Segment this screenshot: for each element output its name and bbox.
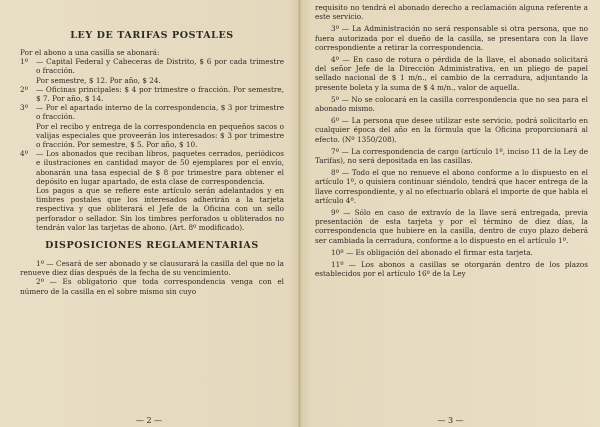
item-number: 4º (20, 149, 29, 159)
page-number: — 2 — (135, 416, 163, 425)
rule-number: 6º (331, 116, 340, 126)
rule-text: La correspondencia de cargo (artículo 1º, inciso 11 de la Ley de Tarifas), no será depositada en las casillas. (315, 146, 588, 166)
rule-text: — Es obligatorio que toda correspondencia venga con el número de la casilla en el sobre mismo sin cuyo (20, 277, 284, 296)
page-title: LEY DE TARIFAS POSTALES (70, 30, 234, 41)
item-number: 2º (20, 84, 29, 94)
rule-number: 2º (36, 277, 45, 287)
page-right (301, 0, 600, 427)
rule-paragraph: 9º — Sólo en caso de extravío de la llave será entregada, previa presentación de esta tarjeta y por el término de diez días, la correspondencia que hubiere en la casilla, dentro de cuyo plazo deberá ser cambiada la cerradura, conforme a lo dispuesto en el artículo 1º. (315, 208, 588, 245)
rule-text: La persona que desee utilizar este servicio, podrá solicitarlo en cualquier época del año en la fórmula que la Oficina proporcionará al efecto. (Nº 1350/208). (315, 116, 589, 144)
rule-paragraph: 10º — Es obligación del abonado el firmar esta tarjeta. (331, 247, 533, 257)
item-text: — Los abonados que reciban libros, paquetes cerrados, periódicos e ilustraciones en cantidad mayor de 50 ejemplares por el envío, abonarán una tasa especial de $ 8 por trimestre para obtener el depósito en lugar apartado, de esta clase de correspondencia. (36, 149, 284, 186)
rule-paragraph: 3º — La Administración no será responsable si otra persona, que no fuera autorizada por el dueño de la casilla, se presentara con la llave correspondiente a retirar la correspondencia. (315, 24, 588, 52)
rule-number: 9º (331, 208, 340, 218)
rule-paragraph: 4º — En caso de rotura o pérdida de la llave, el abonado solicitará del señor Jefe de la Dirección Administrativa, en un pliego de papel sellado nacional de $ 1 m/n., el cambio de la cerradura, adjuntando la presente boleta y la suma de $ 4 m/n., valor de aquella. (315, 55, 589, 92)
item-continuation: Por el recibo y entrega de la correspondencia en pequeños sacos o valijas especiales que proveerán los interesados: $ 3 por trimestre o fracción. Por semestre, $ 5. Por año, $ 10. (36, 121, 284, 150)
item-continuation: Por semestre, $ 12. Por año, $ 24. (36, 75, 161, 85)
page-number: — 3 — (437, 416, 464, 425)
rule-paragraph: 11º — Los abonos a casillas se otorgarán dentro de los plazos establecidos por el artículo 16º de la Ley (315, 260, 589, 279)
rule-number: 1º (36, 259, 45, 269)
intro-text: Por el abono a una casilla se abonará: (20, 48, 160, 57)
rule-paragraph: 6º — La persona que desee utilizar este servicio, podrá solicitarlo en cualquier época del año en la fórmula que la Oficina proporcionará al efecto. (Nº 1350/208). (315, 116, 589, 144)
item-number: 3º (20, 103, 29, 113)
tariff-item (20, 85, 284, 103)
rule-text: Sólo en caso de extravío de la llave será entregada, previa presentación de esta tarjeta y por el término de diez días, la correspondencia que hubiere en la casilla, dentro de cuyo plazo deberá ser cambiada la cerradura, conforme a lo dispuesto en el artículo 1º. (315, 208, 588, 245)
rule-number: 11º (331, 260, 344, 270)
rule-text: En caso de rotura o pérdida de la llave, el abonado solicitará del señor Jefe de la Dirección Administrativa, en un pliego de papel sellado nacional de $ 1 m/n., el cambio de la cerradura, adjuntando la presente boleta y la suma de $ 4 m/n., valor de aquella. (315, 55, 589, 92)
tariff-item (20, 57, 284, 75)
tariff-item (20, 149, 284, 186)
item-text: — Por el apartado interno de la correspondencia, $ 3 por trimestre o fracción. (36, 103, 284, 122)
rule-text: Los abonos a casillas se otorgarán dentro de los plazos establecidos por el artículo 16º de la Ley (315, 260, 589, 279)
section-title: DISPOSICIONES REGLAMENTARIAS (45, 240, 259, 252)
rule-text: — Cesará de ser abonado y se clausurará la casilla del que no la renueve diez días después de la fecha de su vencimiento. (20, 259, 284, 278)
rule-paragraph: 7º — La correspondencia de cargo (artículo 1º, inciso 11 de la Ley de Tarifas), no será depositada en las casillas. (315, 146, 588, 166)
rule-text: La Administración no será responsable si otra persona, que no fuera autorizada por el dueño de la casilla, se presentara con la llave correspondiente a retirar la correspondencia. (315, 24, 588, 52)
item-number: 1º (20, 57, 29, 67)
rule-number: 7º (331, 146, 340, 156)
rule-paragraph (20, 277, 284, 295)
tariff-item (20, 103, 284, 121)
rule-number: 10º (331, 247, 344, 257)
rule-paragraph: 8º — Todo el que no renueve el abono conforme a lo dispuesto en el artículo 1º, o quisiera continuar siéndolo, tendrá que hacer entrega de la llave correspondiente, y al no efectuarlo oblará el importe de que habla el artículo 4º. (315, 168, 588, 205)
rule-number: 8º (331, 168, 340, 178)
rule-text: Todo el que no renueve el abono conforme a lo dispuesto en el artículo 1º, o quisiera continuar siéndolo, tendrá que hacer entrega de la llave correspondiente, y al no efectuarlo oblará el importe de que habla el artículo 4º. (315, 168, 588, 205)
continuation-text: requisito no tendrá el abonado derecho a reclamación alguna referente a este servicio. (315, 3, 588, 22)
rule-number: 4º (331, 55, 340, 65)
rule-text: Es obligación del abonado el firmar esta tarjeta. (355, 247, 533, 257)
item-text: — Oficinas principales: $ 4 por trimestre o fracción. Por semestre, $ 7. Por año, $ 14. (36, 84, 284, 104)
item-continuation: Los pagos a que se refiere este artículo serán adelantados y en timbres postales que los interesados adherirán a la tarjeta respectiva y que obliterará el Jefe de la Oficina con un sello perforador o sellador. Sin los timbres perforados u obliterados no tendrán valor las tarjetas de abono. (Art. 8º modificado). (36, 186, 284, 232)
rule-number: 5º (331, 94, 340, 104)
rule-number: 3º (331, 24, 340, 34)
page-left (0, 0, 298, 427)
item-text: — Capital Federal y Cabeceras de Distrito, $ 6 por cada trimestre o fracción. (36, 57, 284, 76)
rule-text: No se colocará en la casilla correspondencia que no sea para el abonado mismo. (315, 94, 588, 114)
rule-paragraph (20, 259, 284, 277)
rule-paragraph: 5º — No se colocará en la casilla correspondencia que no sea para el abonado mismo. (315, 94, 588, 114)
